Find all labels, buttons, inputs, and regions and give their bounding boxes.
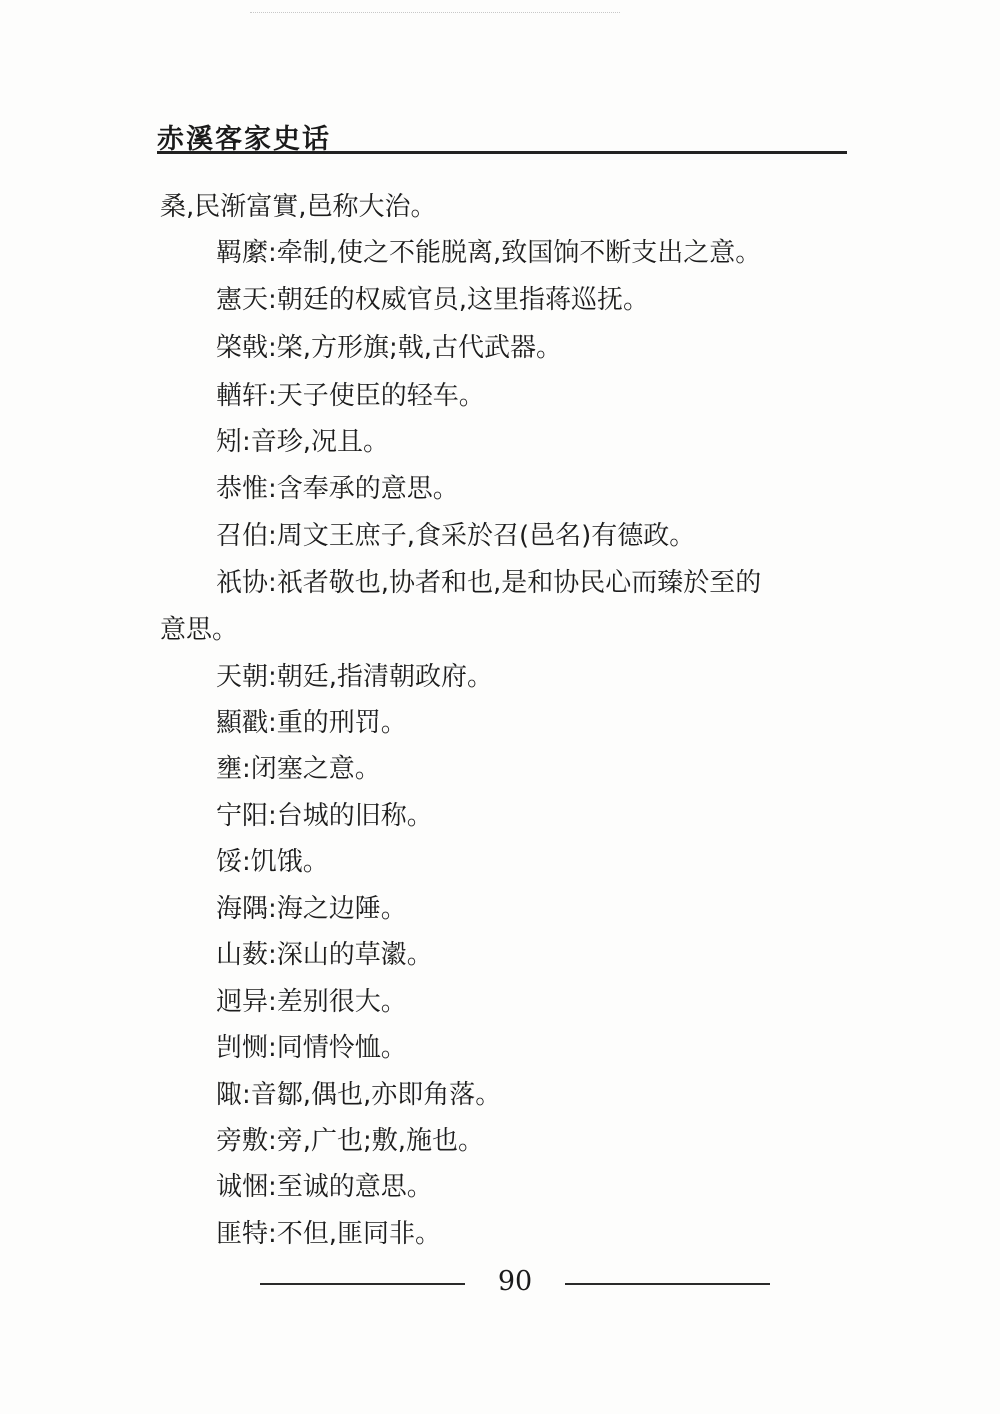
text-line: 天朝:朝廷,指清朝政府。 bbox=[216, 662, 494, 692]
page-number: 90 bbox=[497, 1266, 533, 1297]
text-line: 馁:饥饿。 bbox=[216, 847, 329, 877]
text-line: 宁阳:台城的旧称。 bbox=[216, 801, 433, 831]
text-line: 匪特:不但,匪同非。 bbox=[216, 1219, 442, 1249]
text-line: 輶轩:天子使臣的轻车。 bbox=[216, 381, 485, 411]
scan-artifact-line bbox=[250, 12, 620, 13]
text-line: 祇协:祇者敬也,协者和也,是和协民心而臻於至的 bbox=[216, 568, 762, 598]
text-line: 憲天:朝廷的权威官员,这里指蒋巡抚。 bbox=[216, 285, 650, 315]
footer-rule-right bbox=[565, 1283, 770, 1285]
text-line: 桑,民渐富實,邑称大治。 bbox=[160, 192, 437, 222]
text-line: 召伯:周文王庶子,食采於召(邑名)有德政。 bbox=[216, 521, 696, 551]
text-line: 顯戳:重的刑罚。 bbox=[216, 708, 407, 738]
text-line: 意思。 bbox=[160, 615, 239, 645]
text-line: 陬:音鄒,偶也,亦即角落。 bbox=[216, 1080, 502, 1110]
text-line: 山薮:深山的草瀫。 bbox=[216, 940, 433, 970]
text-line: 迥异:差别很大。 bbox=[216, 987, 407, 1017]
text-line: 矧:音珍,况且。 bbox=[216, 427, 390, 457]
footer-rule-left bbox=[260, 1283, 465, 1285]
text-line: 诚悃:至诚的意思。 bbox=[216, 1172, 433, 1202]
text-line: 棨戟:棨,方形旗;戟,古代武器。 bbox=[216, 333, 563, 363]
text-line: 海隅:海之边陲。 bbox=[216, 894, 407, 924]
text-line: 壅:闭塞之意。 bbox=[216, 754, 381, 784]
header-rule bbox=[157, 151, 847, 154]
text-line: 羁縻:牵制,使之不能脱离,致国饷不断支出之意。 bbox=[216, 238, 762, 268]
running-header-title: 赤溪客家史话 bbox=[157, 124, 331, 155]
text-line: 旁敷:旁,广也;敷,施也。 bbox=[216, 1126, 485, 1156]
text-line: 恭惟:含奉承的意思。 bbox=[216, 474, 459, 504]
text-line: 剀恻:同情怜恤。 bbox=[216, 1033, 407, 1063]
